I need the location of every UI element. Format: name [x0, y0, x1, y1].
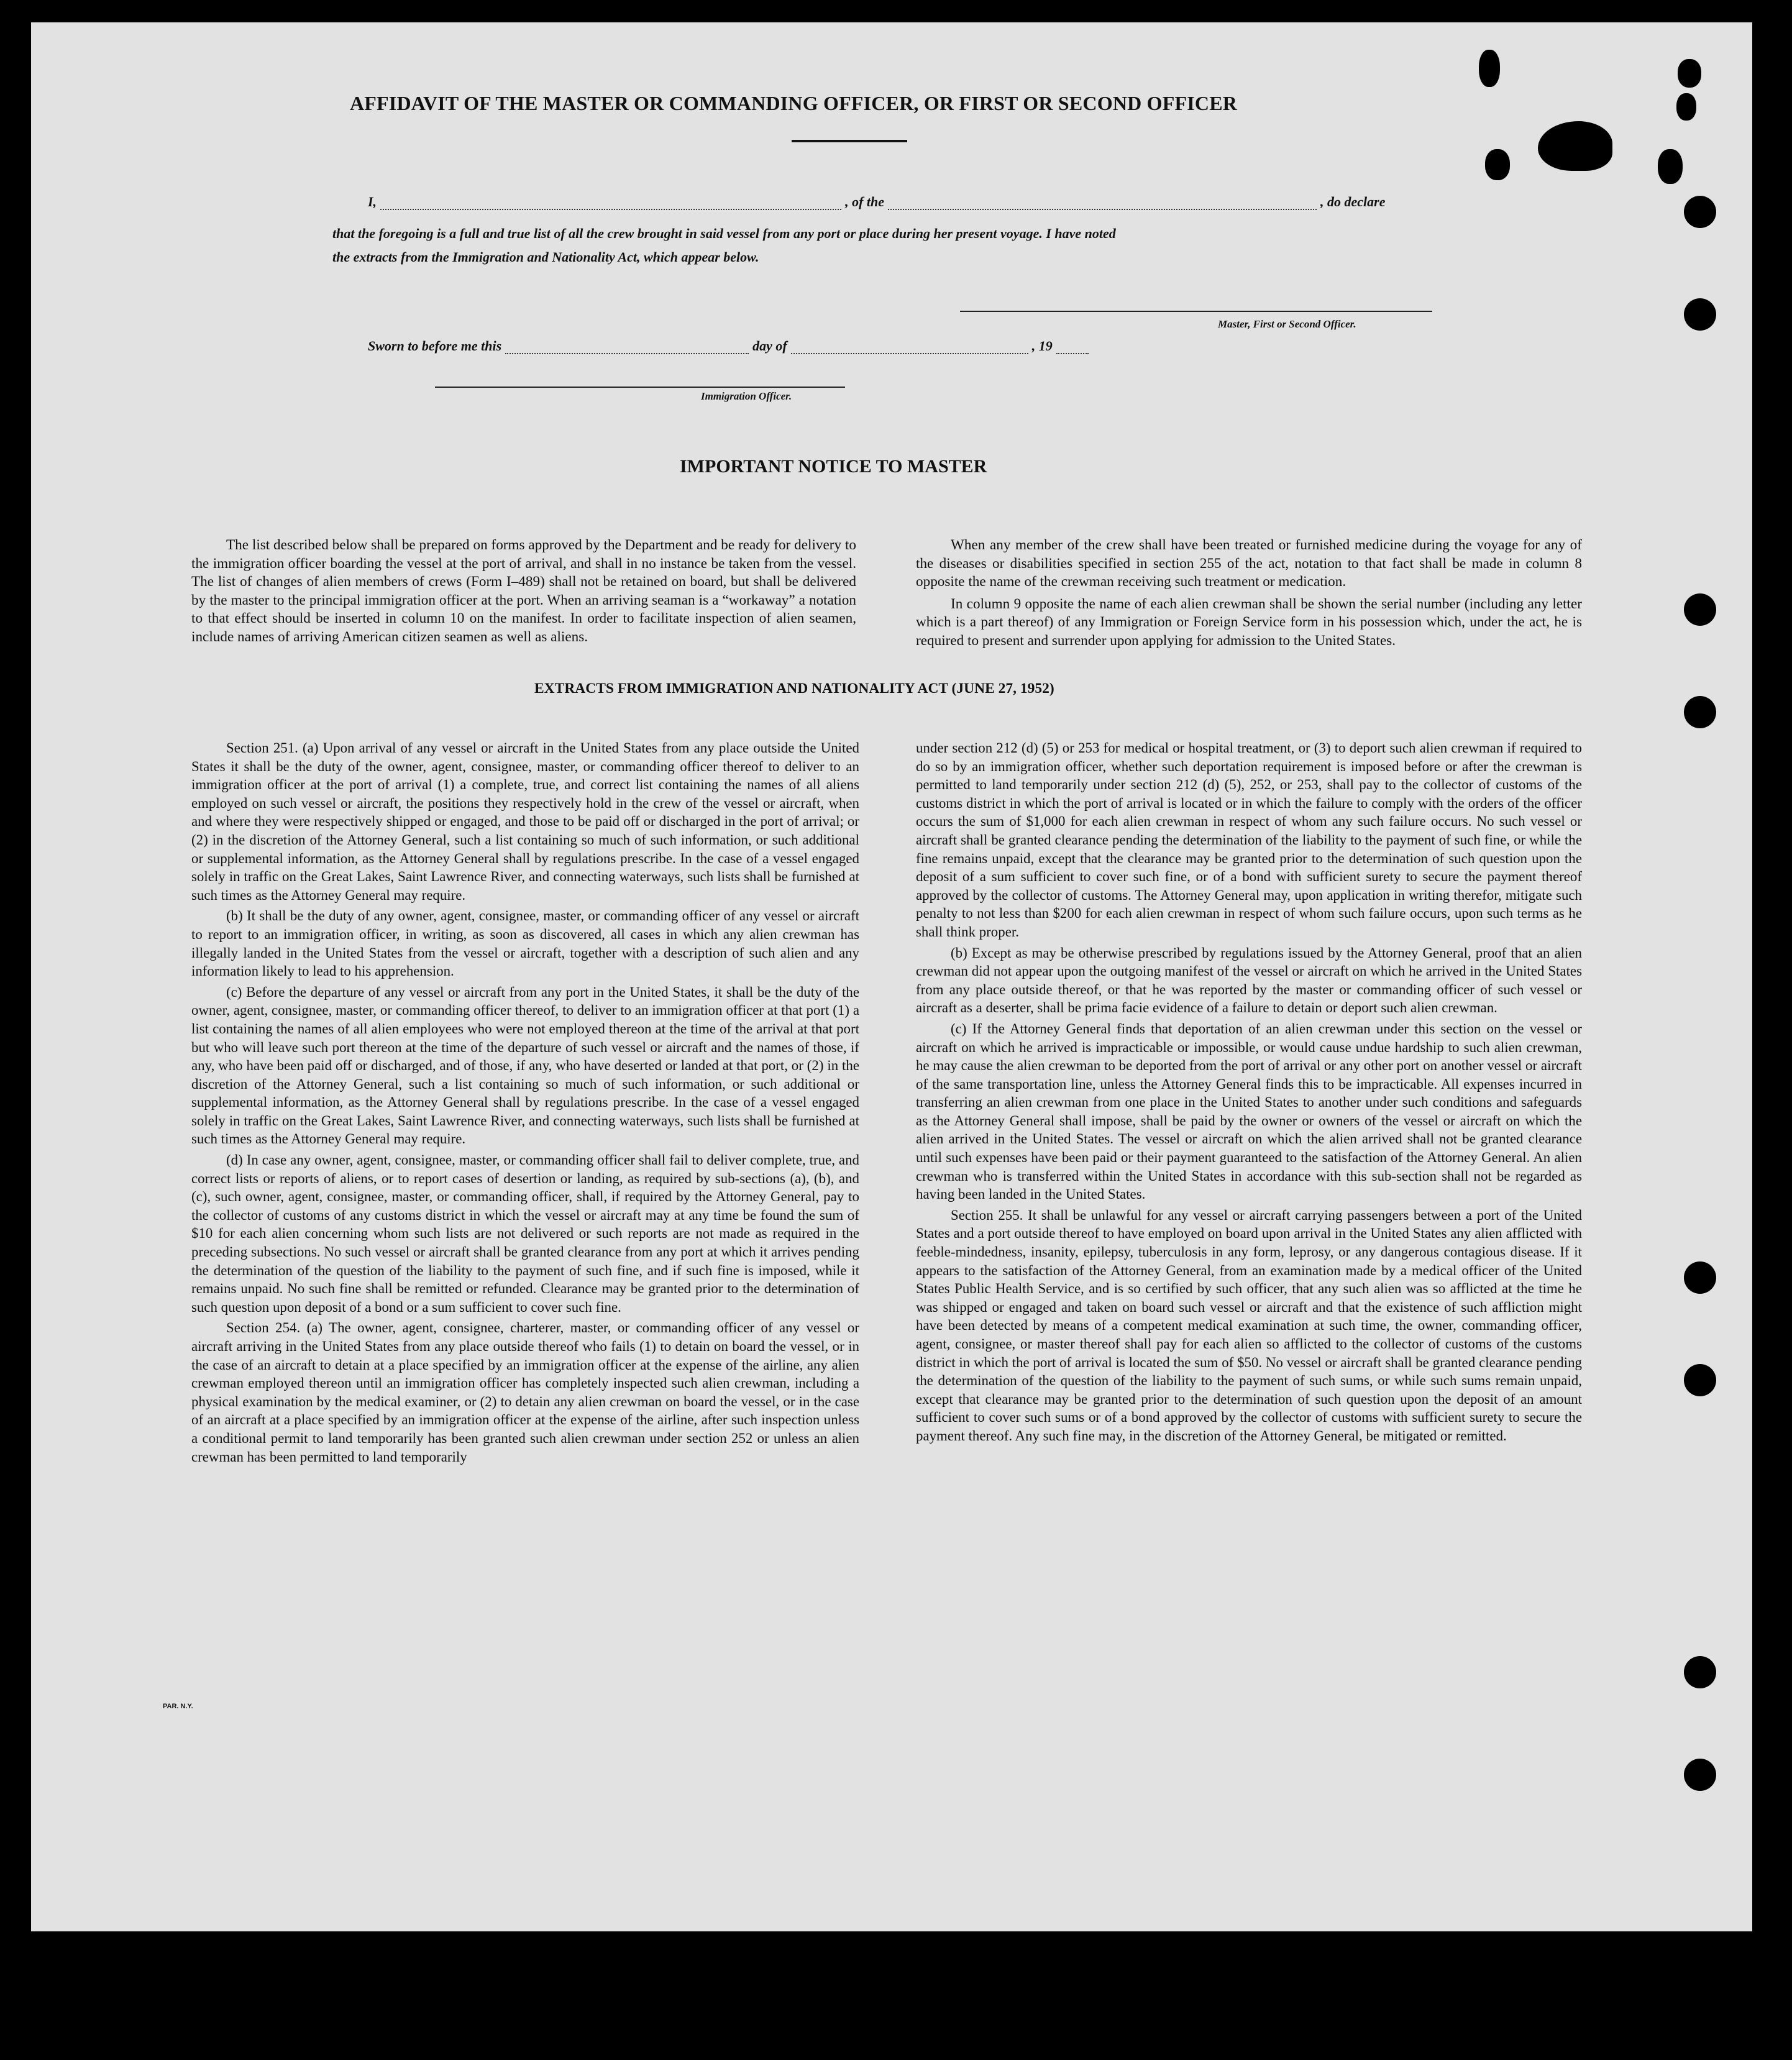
sworn-label: Sworn to before me this — [368, 338, 502, 354]
ink-blot — [1676, 93, 1696, 121]
punch-hole — [1684, 1261, 1716, 1294]
ink-blot — [1658, 149, 1683, 184]
notice-right-text-2: In column 9 opposite the name of each alien crewman shall be shown the serial number (including any letter which is a part thereof) of any Immigration or Foreign Service form in his possession which, under the act, he is required to present and surrender upon applying for admission to the United States. — [916, 595, 1582, 649]
section-251-c: (c) Before the departure of any vessel or aircraft from any port in the United States, it shall be the duty of the owner, agent, consignee, master, or commanding officer thereof, to deliver to an immigration officer at that port (1) a list containing the names of all alien employees who were not employed thereon at the time of the arrival at that port but who will leave such port thereon at the time of the departure of such vessel or aircraft and the names of those, if any, who have been paid off or discharged, and of those, if any, who have deserted or landed at that port, or (2) in the discretion of the Attorney General, such a list containing so much of such information, or such additional or supplemental information, as the Attorney General shall by regulations prescribe. In the case of a vessel engaged solely in traffic on the Great Lakes, Saint Lawrence River, and connecting waterways, such lists shall be furnished at such times as the Attorney General may require. — [191, 984, 859, 1147]
notice-left-paragraph — [191, 536, 856, 651]
section-254-a-continued: under section 212 (d) (5) or 253 for medical or hospital treatment, or (3) to deport such alien crewman if required to do so by an immigration officer, whether such deportation requirement is imposed before or after the crewman is permitted to land temporarily under section 212 (d) (5), 252, or 253, shall pay to the collector of customs of the customs district in which the port of arrival is located or in which the failure to comply with the orders of the officer occurs the sum of $1,000 for each alien crewman in respect of whom any such failure occurs. No such vessel or aircraft shall be granted clearance pending the determination of the liability to the payment of such fine, or while the fine remains unpaid, except that the clearance may be granted prior to the determination of such question upon the deposit of a sum sufficient to cover such fine, or of a bond with sufficient surety to secure the payment thereof approved by the collector of customs. The Attorney General may, upon application in writing therefor, mitigate such penalty to not less than $200 for each alien crewman in respect of whom such failure occurs, upon such terms as he shall think proper. — [916, 740, 1582, 940]
year-label: , 19 — [1031, 338, 1053, 354]
affidavit-title: AFFIDAVIT OF THE MASTER OR COMMANDING OFFICER, OR FIRST OR SECOND OFFICER — [350, 92, 1238, 114]
declare-i-label: I, — [368, 194, 377, 209]
section-255: Section 255. It shall be unlawful for any vessel or aircraft carrying passengers between a port of the United States and a port outside thereof to have employed on board upon arrival in the United States any alien afflicted with feeble-mindedness, insanity, epilepsy, tuberculosis in any form, leprosy, or any dangerous contagious disease. If it appears to the satisfaction of the Attorney General, from an examination made by a medical officer of the United States Public Health Service, and is so certified by such officer, that any such alien was so afflicted at the time he was shipped or engaged and taken on board such vessel or aircraft and that the existence of such affliction might have been detected by means of a competent medical examination at such time, the owner, commanding officer, agent, consignee, or master thereof shall pay for each alien so afflicted to the collector of customs of the customs district in which the port of arrival is located the sum of $50. No vessel or aircraft shall be granted clearance pending the determination of the question of the liability to the payment of such sums, or while such sums remain unpaid, except that clearance may be granted prior to the determination of such question upon the deposit of an amount sufficient to cover such sums or of a bond approved by the collector of customs with sufficient surety to secure the payment thereof. Any such fine may, in the discretion of the Attorney General, be mitigated or remitted. — [916, 1207, 1582, 1444]
declaration-text-line1: that the foregoing is a full and true list of all the crew brought in said vessel from any port or place during her present voyage. I have noted — [332, 226, 1116, 241]
of-the-label: , of the — [845, 194, 885, 209]
sworn-line — [368, 338, 1092, 354]
section-251-a: Section 251. (a) Upon arrival of any vessel or aircraft in the United States from any place outside the United States it shall be the duty of the owner, agent, consignee, master, or commanding officer thereof to deliver to an immigration officer at the port of arrival (1) a complete, true, and correct list containing the names of all aliens employed on such vessel or aircraft, the positions they respectively hold in the crew of the vessel or aircraft, when and where they were respectively shipped or engaged, and those to be paid off or discharged in the port of arrival; or (2) in the discretion of the Attorney General, such a list containing so much of such information, or such additional or supplemental information, as the Attorney General shall by regulations prescribe. In the case of a vessel engaged solely in traffic on the Great Lakes, Saint Lawrence River, and connecting waterways, such lists shall be furnished at such times as the Attorney General may require. — [191, 740, 859, 903]
name-field[interactable] — [380, 209, 841, 210]
officer-caption: Immigration Officer. — [701, 390, 792, 402]
printer-mark: PAR. N.Y. — [163, 1703, 193, 1710]
punch-hole — [1684, 696, 1716, 728]
punch-hole — [1684, 1364, 1716, 1396]
section-251-d: (d) In case any owner, agent, consignee, master, or commanding officer shall fail to deliver complete, true, and correct lists or reports of aliens, or to report cases of desertion or landing, as required by sub-sections (a), (b), and (c), such owner, agent, consignee, master, or commanding officer, shall, if required by the Attorney General, pay to the collector of customs of any customs district in which the vessel or aircraft may at any time be found the sum of $10 for each alien concerning whom such lists are not delivered or such reports are not made as required in the preceding subsections. No such vessel or aircraft shall be granted clearance from any port at which it arrives pending the determination of the question of the liability to the payment of such fine, and if such fine is imposed, while it remains unpaid. No such fine shall be remitted or refunded. Clearance may be granted prior to the determination of such question upon deposit of a bond or a sum sufficient to cover such fine. — [191, 1152, 859, 1315]
section-254-a: Section 254. (a) The owner, agent, consignee, charterer, master, or commanding officer of any vessel or aircraft arriving in the United States from any place outside thereof who fails (1) to detain on board the vessel, or in the case of an aircraft to detain at a place specified by an immigration officer at the expense of the airline, any alien crewman employed thereon until an immigration officer has completely inspected such alien crewman, including a physical examination by the medical examiner, or (2) to detain any alien crewman on board the vessel, or in the case of an aircraft at a place specified by an immigration officer at the expense of the airline, after such inspection unless a conditional permit to land temporarily has been granted such alien crewman under section 252 or unless an alien crewman has been permitted to land temporarily — [191, 1320, 859, 1465]
section-254-c: (c) If the Attorney General finds that deportation of an alien crewman under this section on the vessel or aircraft on which he arrived is impracticable or impossible, or would cause undue hardship to such alien crewman, he may cause the alien crewman to be deported from the port of arrival or any other port on another vessel or aircraft of the same transportation line, unless the Attorney General finds this to be impracticable. All expenses incurred in transferring an alien crewman from one place in the United States to another under such conditions and safeguards as the Attorney General shall impose, shall be paid by the owner or owners of the vessel or aircraft on which the alien arrived in the United States. The vessel or aircraft on which the alien arrived shall not be granted clearance until such expenses have been paid or their payment guaranteed to the satisfaction of the Attorney General. An alien crewman who is transferred within the United States in accordance with this sub-section shall not be regarded as having been landed in the United States. — [916, 1020, 1582, 1202]
extracts-left-column — [191, 739, 859, 1468]
extracts-title: EXTRACTS FROM IMMIGRATION AND NATIONALITY ACT (JUNE 27, 1952) — [534, 680, 1054, 697]
master-signature-line[interactable] — [960, 311, 1432, 312]
notice-right-text-1: When any member of the crew shall have been treated or furnished medicine during the voyage for any of the diseases or disabilities specified in section 255 of the act, notation to that fact shall be made in column 8 opposite the name of the crewman receiving such treatment or medication. — [916, 537, 1582, 590]
do-declare-label: , do declare — [1320, 194, 1386, 209]
sworn-year-field[interactable] — [1056, 353, 1089, 354]
punch-hole — [1684, 298, 1716, 331]
punch-hole — [1684, 1656, 1716, 1688]
title-underline — [792, 140, 907, 142]
vessel-field[interactable] — [888, 209, 1317, 210]
notice-title: IMPORTANT NOTICE TO MASTER — [680, 456, 987, 477]
ink-blot — [1479, 50, 1500, 87]
declaration-line — [368, 194, 1389, 210]
extracts-right-column — [916, 739, 1582, 1448]
ink-blot — [1678, 59, 1701, 88]
section-254-b: (b) Except as may be otherwise prescribed by regulations issued by the Attorney General, proof that an alien crewman did not appear upon the outgoing manifest of the vessel or aircraft on which he arrived in the United States from any place outside thereof, or that he was reported by the master or commanding officer of such vessel or aircraft as a deserter, shall be prima facie evidence of a failure to detain or deport such alien crewman. — [916, 945, 1582, 1016]
punch-hole — [1684, 593, 1716, 626]
punch-hole — [1684, 196, 1716, 228]
declaration-text-line2: the extracts from the Immigration and Nationality Act, which appear below. — [332, 249, 759, 265]
master-caption: Master, First or Second Officer. — [1218, 318, 1356, 330]
section-251-b: (b) It shall be the duty of any owner, agent, consignee, master, or commanding officer of any vessel or aircraft to report to an immigration officer, in writing, as soon as discovered, all cases in which any alien crewman has illegally landed in the United States from the vessel or aircraft, together with a description of such alien and any information likely to lead to his apprehension. — [191, 908, 859, 979]
notice-right-paragraphs — [916, 536, 1582, 654]
day-of-label: day of — [752, 338, 787, 354]
sworn-day-field[interactable] — [505, 353, 749, 354]
notice-left-text: The list described below shall be prepared on forms approved by the Department and be ready for delivery to the immigration officer boarding the vessel at the port of arrival, and shall in no instance be taken from the vessel. The list of changes of alien members of crews (Form I–489) shall not be retained on board, but shall be delivered by the master to the principal immigration officer at the port. When an arriving seaman is a “workaway” a notation to that effect should be inserted in column 10 on the manifest. In order to facilitate inspection of alien seamen, include names of arriving American citizen seamen as well as aliens. — [191, 537, 856, 645]
officer-signature-line[interactable] — [435, 387, 845, 388]
sworn-month-field[interactable] — [791, 353, 1028, 354]
ink-blot — [1485, 149, 1510, 180]
ink-blot — [1538, 121, 1612, 171]
punch-hole — [1684, 1759, 1716, 1791]
